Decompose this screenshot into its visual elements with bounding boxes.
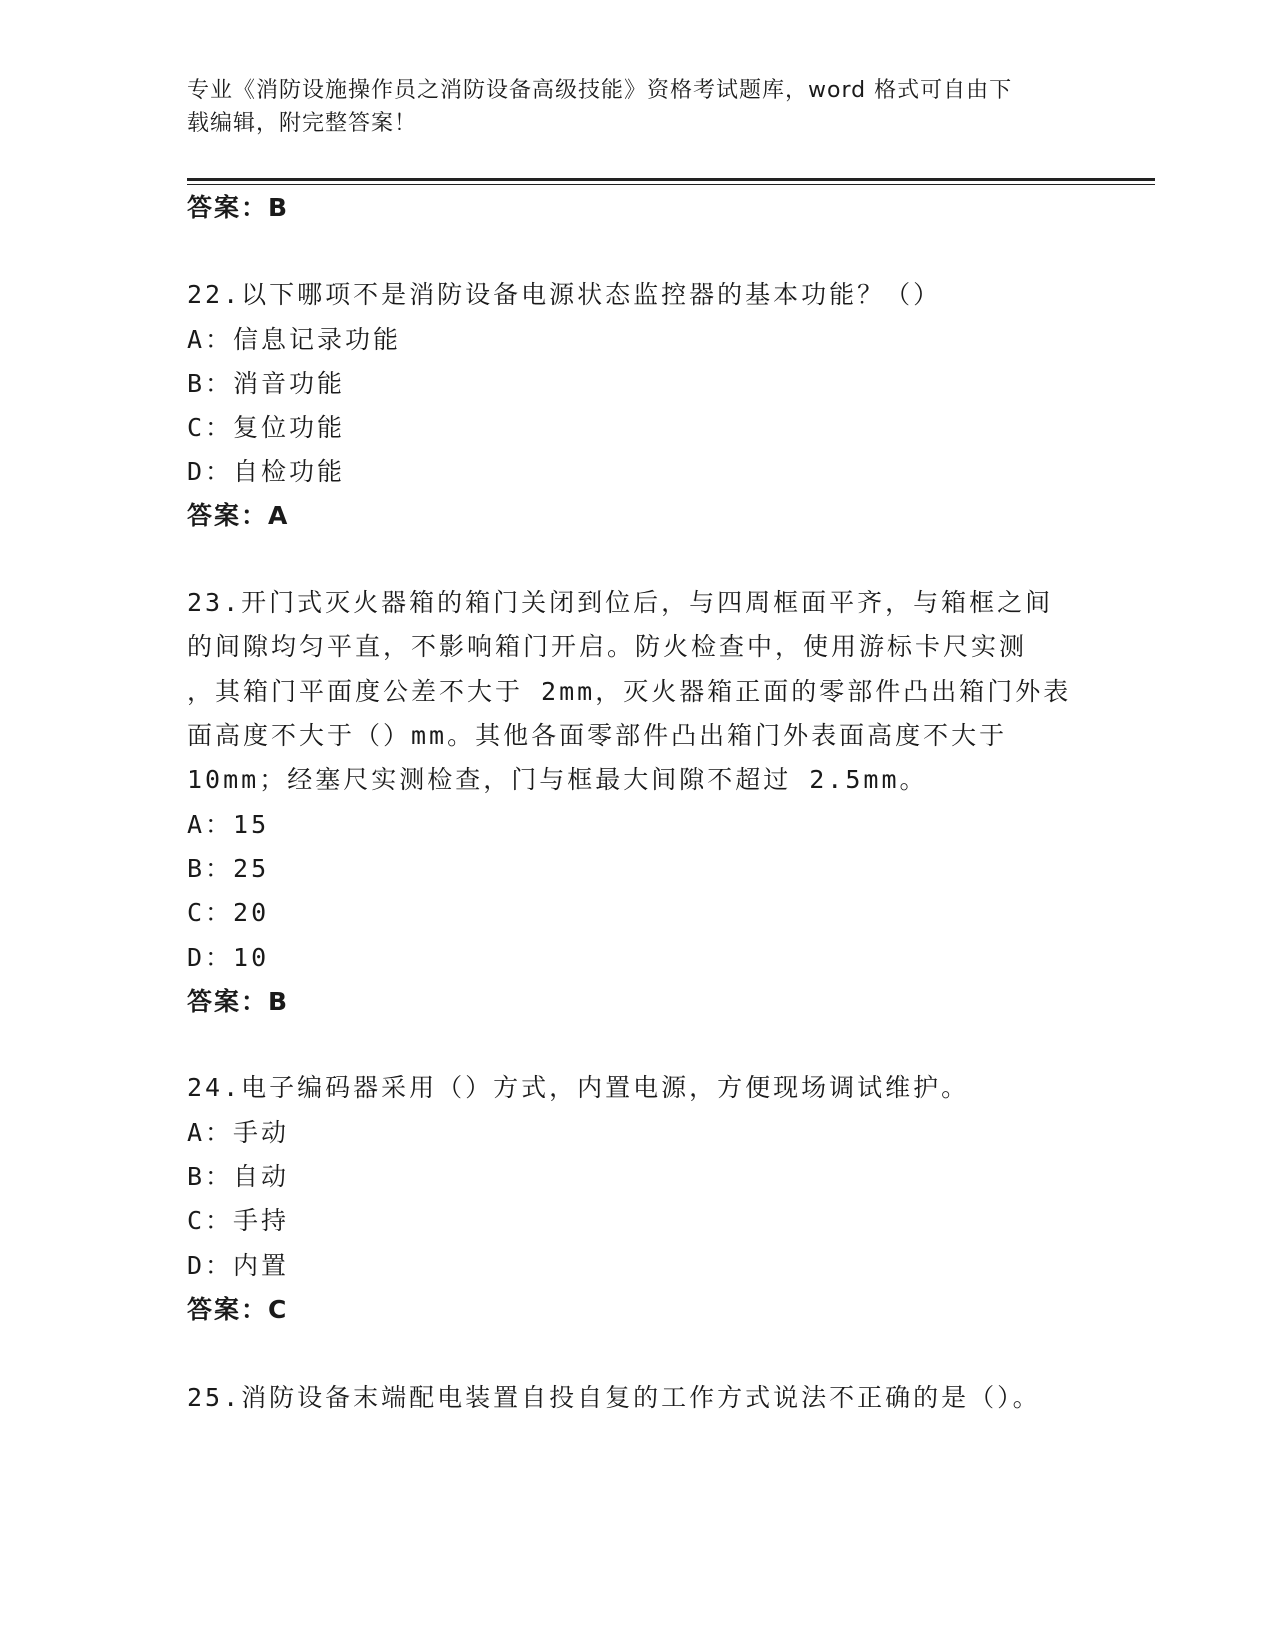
question-22-option-a: A：信息记录功能	[187, 325, 402, 354]
question-23-stem-line-4: 面高度不大于（）mm。其他各面零部件凸出箱门外表面高度不大于	[187, 721, 1008, 750]
header-line-2: 载编辑，附完整答案！	[187, 111, 418, 136]
question-23-stem-line-3: ，其箱门平面度公差不大于 2mm，灭火器箱正面的零部件凸出箱门外表	[187, 677, 1072, 706]
question-23-option-d: D：10	[187, 943, 270, 972]
question-23-stem-line-5: 10mm；经塞尺实测检查，门与框最大间隙不超过 2.5mm。	[187, 765, 928, 794]
question-25-stem: 25.消防设备末端配电装置自投自复的工作方式说法不正确的是（）。	[187, 1383, 1041, 1412]
question-22-stem: 22.以下哪项不是消防设备电源状态监控器的基本功能？（）	[187, 280, 942, 309]
answer-21: 答案：B	[187, 193, 290, 222]
header-line-1: 专业《消防设施操作员之消防设备高级技能》资格考试题库，word 格式可自由下	[187, 78, 1013, 103]
question-23-option-c: C：20	[187, 898, 270, 927]
question-22-option-d: D：自检功能	[187, 457, 346, 486]
question-22-option-c: C：复位功能	[187, 413, 346, 442]
answer-23: 答案：B	[187, 987, 290, 1016]
header-divider-thin	[187, 184, 1155, 185]
answer-22: 答案：A	[187, 501, 290, 530]
header-divider-thick	[187, 178, 1155, 181]
question-23-option-b: B：25	[187, 854, 270, 883]
question-23-stem-line-1: 23.开门式灭火器箱的箱门关闭到位后，与四周框面平齐，与箱框之间	[187, 588, 1054, 617]
question-22-option-b: B：消音功能	[187, 369, 346, 398]
question-24-option-c: C：手持	[187, 1206, 290, 1235]
question-24-stem: 24.电子编码器采用（）方式，内置电源，方便现场调试维护。	[187, 1073, 970, 1102]
question-24-option-b: B：自动	[187, 1162, 290, 1191]
document-header	[187, 74, 1077, 140]
question-24-option-d: D：内置	[187, 1251, 290, 1280]
question-24-option-a: A：手动	[187, 1118, 290, 1147]
question-23-stem-line-2: 的间隙均匀平直，不影响箱门开启。防火检查中，使用游标卡尺实测	[187, 632, 1028, 661]
question-23-option-a: A：15	[187, 810, 270, 839]
answer-24: 答案：C	[187, 1295, 289, 1324]
